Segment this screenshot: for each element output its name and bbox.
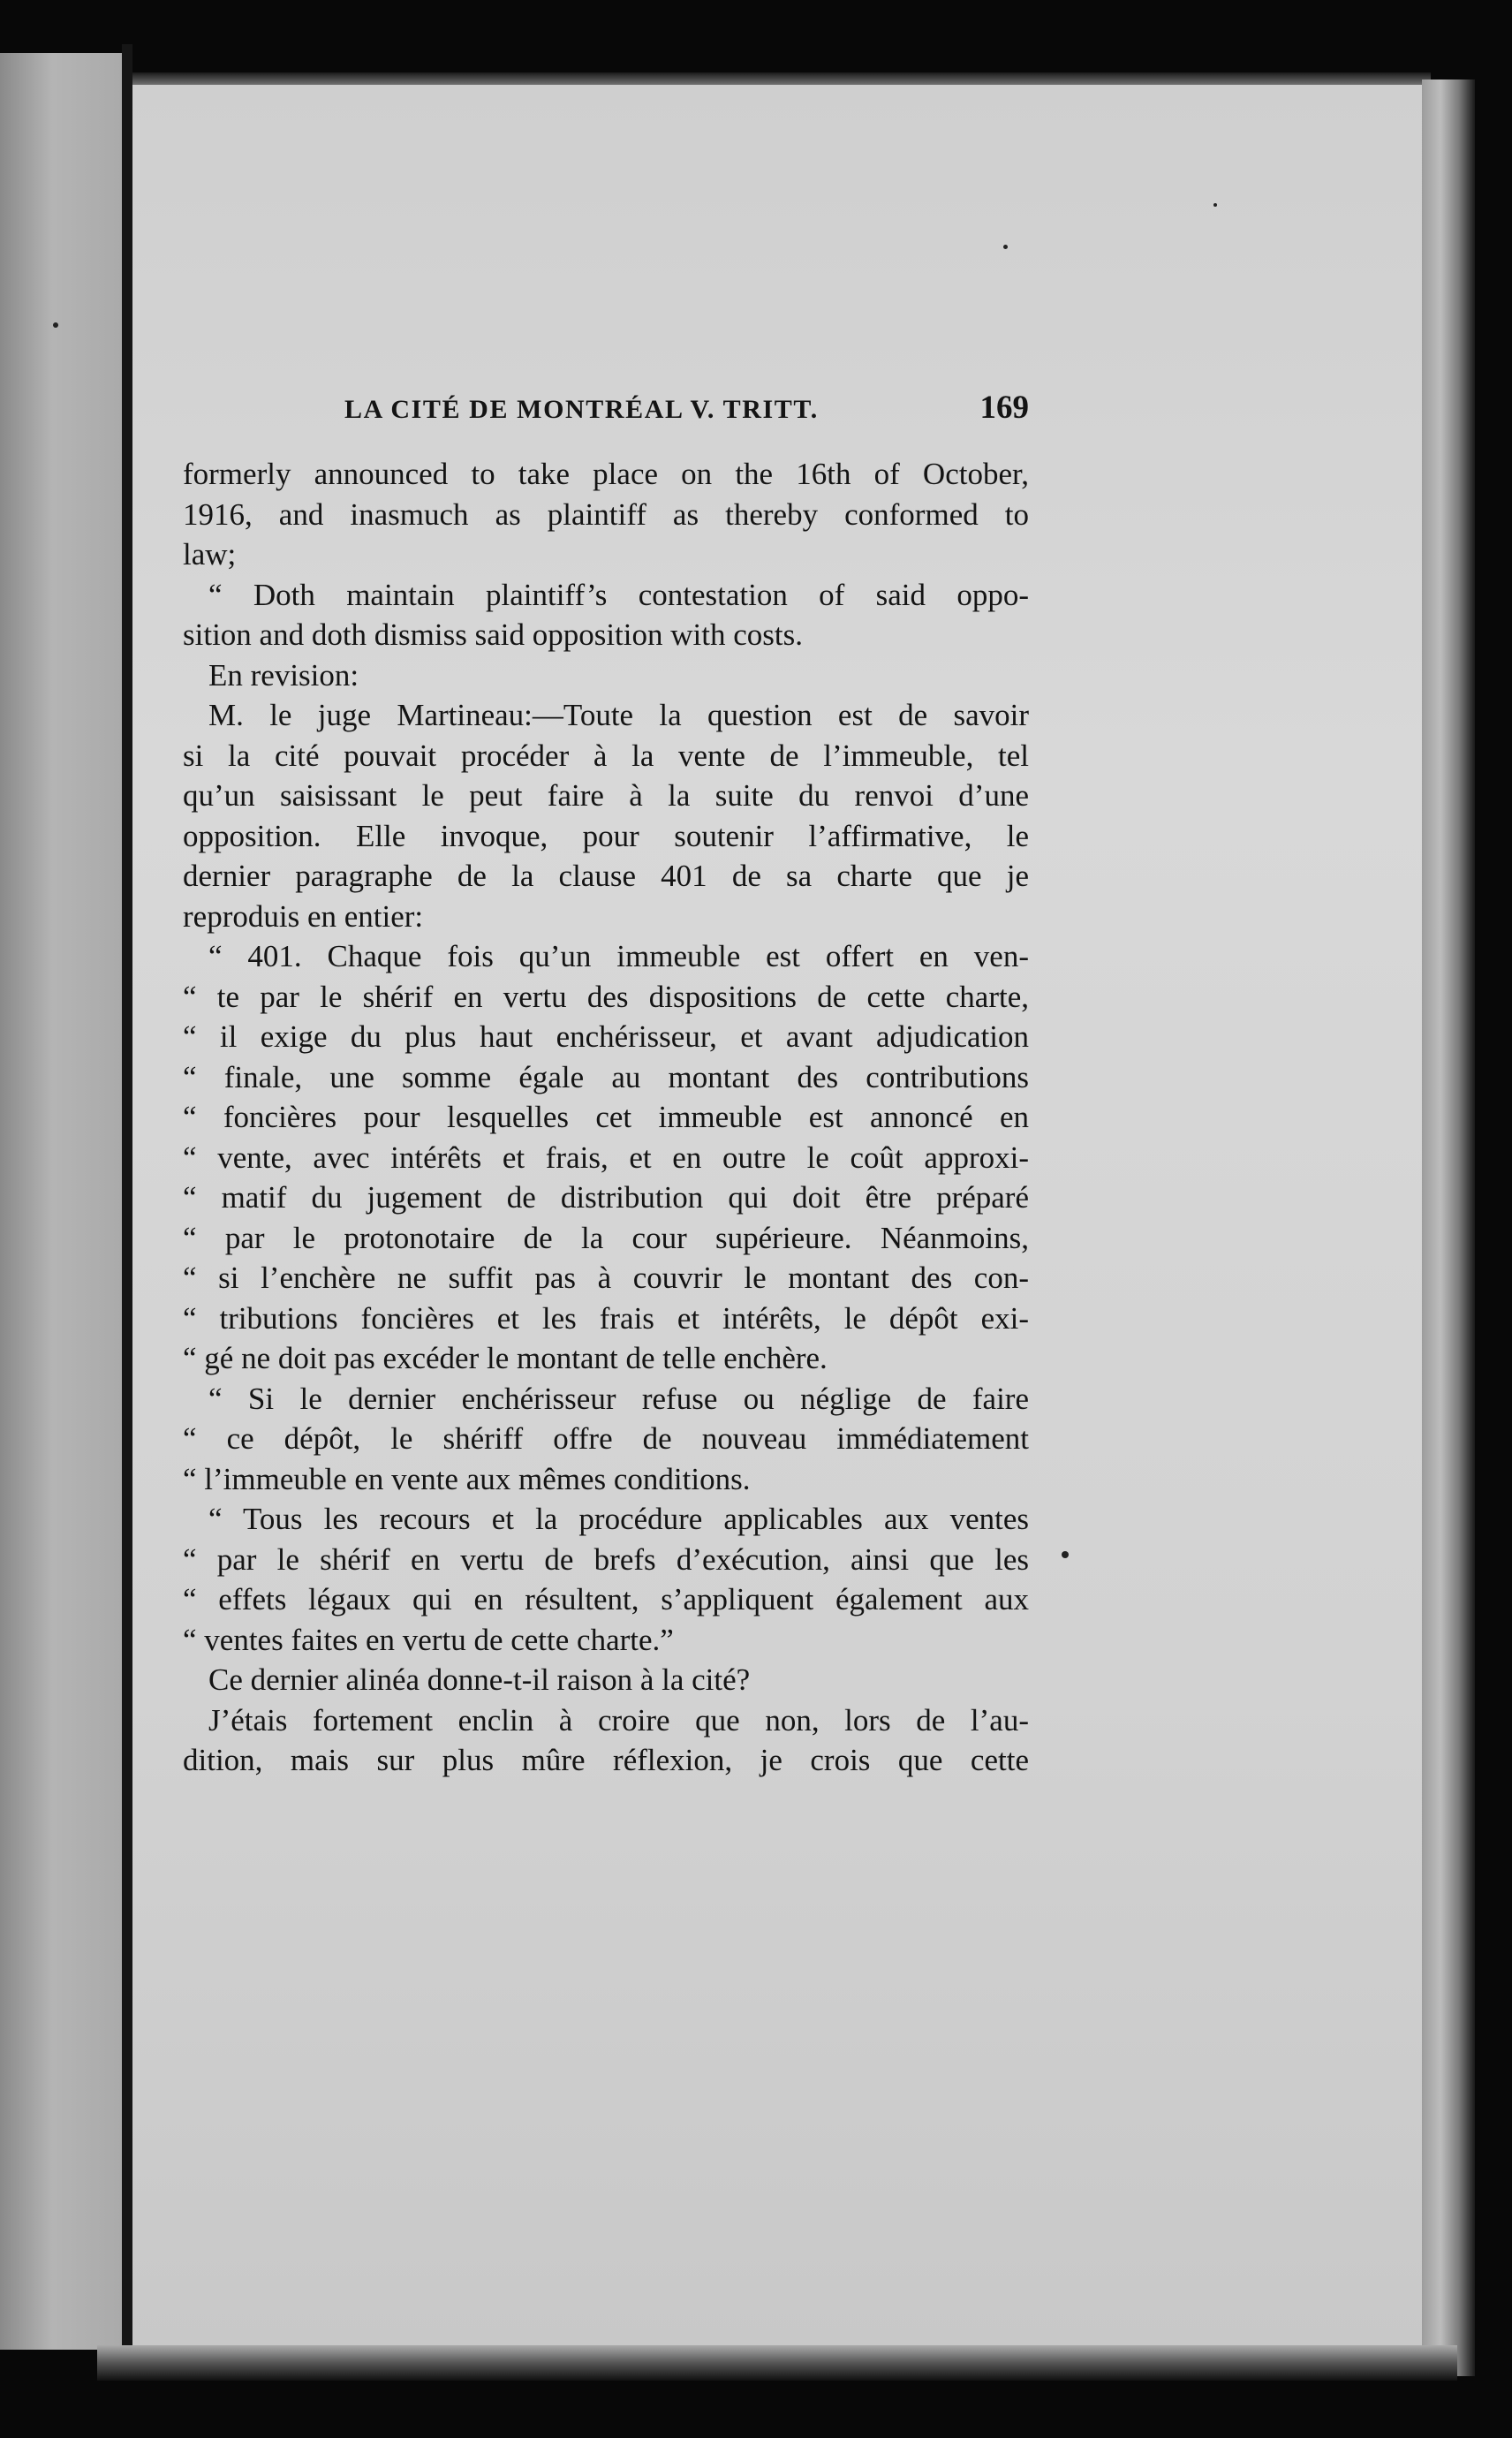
text-line: “ ce dépôt, le shériff offre de nouveau immédiatement: [183, 1421, 1029, 1456]
speck-mark: [1213, 203, 1217, 207]
page-text: [183, 389, 1029, 1781]
speck-mark: [1003, 245, 1008, 249]
text-line: “ par le protonotaire de la cour supérieure. Néanmoins,: [183, 1220, 1029, 1255]
text-line: law;: [183, 537, 237, 572]
text-line: “ par le shérif en vertu de brefs d’exécution, ainsi que les: [183, 1541, 1029, 1577]
running-title: LA CITÉ DE MONTRÉAL V. TRITT.: [344, 395, 819, 424]
text-line: “ te par le shérif en vertu des dispositions de cette charte,: [183, 979, 1029, 1014]
text-line: “ matif du jugement de distribution qui doit être préparé: [183, 1180, 1029, 1215]
speck-mark: [53, 322, 58, 328]
text-line: si la cité pouvait procéder à la vente de l’immeuble, tel: [183, 738, 1029, 773]
binding-edge: [122, 44, 132, 2376]
text-line: M. le juge Martineau:—Toute la question est de savoir: [208, 698, 1029, 732]
text-line: qu’un saisissant le peut faire à la suite du renvoi d’une: [183, 778, 1029, 813]
text-line: 1916, and inasmuch as plaintiff as thereby conformed to: [183, 496, 1029, 532]
page-bottom-edge: [97, 2345, 1457, 2381]
text-line: “ 401. Chaque fois qu’un immeuble est offert en ven-: [208, 939, 1029, 973]
text-line: En revision:: [208, 657, 359, 693]
text-line: dition, mais sur plus mûre réflexion, je crois que cette: [183, 1743, 1029, 1777]
text-line: “ Si le dernier enchérisseur refuse ou néglige de faire: [208, 1381, 1029, 1416]
text-line: “ si l’enchère ne suffit pas à couvrir le montant des con-: [183, 1261, 1029, 1295]
text-line: formerly announced to take place on the 16th of October,: [183, 457, 1029, 491]
page-number: 169: [979, 390, 1029, 426]
page-right-edge: [1422, 80, 1475, 2376]
text-line: “ ventes faites en vertu de cette charte.”: [183, 1622, 674, 1657]
text-line: “ l’immeuble en vente aux mêmes conditions.: [183, 1461, 751, 1496]
text-line: “ Doth maintain plaintiff’s contestation of said oppo-: [208, 577, 1029, 612]
text-line: Ce dernier alinéa donne-t-il raison à la cité?: [208, 1662, 751, 1697]
text-line: “ vente, avec intérêts et frais, et en outre le coût approxi-: [183, 1140, 1029, 1175]
text-line: J’étais fortement enclin à croire que non, lors de l’au-: [208, 1702, 1029, 1738]
text-line: “ foncières pour lesquelles cet immeuble est annoncé en: [183, 1100, 1029, 1134]
body-text: [183, 454, 1029, 1781]
text-line: opposition. Elle invoque, pour soutenir l’affirmative, le: [183, 818, 1029, 853]
text-line: “ effets légaux qui en résultent, s’appliquent également aux: [183, 1582, 1029, 1616]
running-head: [183, 389, 1029, 442]
facing-page-strip: [0, 53, 131, 2350]
text-line: “ Tous les recours et la procédure applicables aux ventes: [208, 1502, 1029, 1536]
text-line: sition and doth dismiss said opposition with costs.: [183, 617, 803, 652]
text-line: “ finale, une somme égale au montant des contributions: [183, 1059, 1029, 1094]
text-line: “ tributions foncières et les frais et intérêts, le dépôt exi-: [183, 1300, 1029, 1336]
speck-mark: [1062, 1551, 1069, 1558]
text-line: “ il exige du plus haut enchérisseur, et avant adjudication: [183, 1019, 1029, 1054]
text-line: reproduis en entier:: [183, 898, 424, 934]
text-line: dernier paragraphe de la clause 401 de sa charte que je: [183, 859, 1029, 893]
text-line: “ gé ne doit pas excéder le montant de telle enchère.: [183, 1341, 828, 1375]
